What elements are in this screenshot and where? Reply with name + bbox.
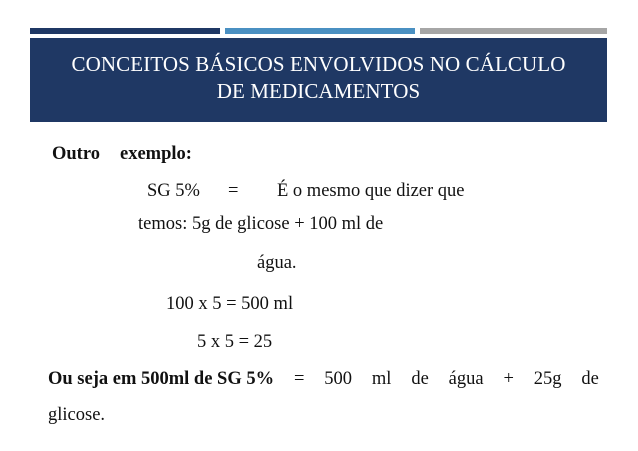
text-equals-sign: =: [228, 181, 239, 201]
conclusion-word: de: [581, 369, 599, 389]
conclusion-bold-text: Ou seja em 500ml de SG 5%: [48, 369, 275, 389]
conclusion-line: [48, 368, 599, 390]
label-exemplo: exemplo:: [120, 144, 192, 164]
slide-title-line-1: CONCEITOS BÁSICOS ENVOLVIDOS NO CÁLCULO: [71, 52, 566, 76]
label-outro: Outro: [52, 144, 100, 164]
conclusion-word: +: [503, 369, 514, 389]
conclusion-word: =: [293, 369, 305, 389]
conclusion-word: 25g: [533, 369, 562, 389]
conclusion-word: 500: [324, 369, 353, 389]
top-bar-gray: [420, 28, 607, 34]
calc-line-1: 100 x 5 = 500 ml: [166, 294, 294, 314]
slide-title-line-2: DE MEDICAMENTOS: [216, 79, 421, 103]
text-sg-5-percent: SG 5%: [147, 181, 200, 201]
slide-title-box: [30, 38, 607, 122]
conclusion-word: ml: [371, 369, 392, 389]
conclusion-word: de: [411, 369, 429, 389]
decorative-top-bars: [30, 28, 607, 34]
top-bar-dark-blue: [30, 28, 220, 34]
text-e-o-mesmo: É o mesmo que dizer que: [277, 181, 465, 201]
text-agua: água.: [257, 253, 297, 273]
calc-line-2: 5 x 5 = 25: [197, 332, 273, 352]
conclusion-word: água: [448, 369, 484, 389]
text-glicose: glicose.: [48, 405, 106, 425]
text-temos-glicose: temos: 5g de glicose + 100 ml de: [138, 214, 384, 234]
top-bar-light-blue: [225, 28, 415, 34]
